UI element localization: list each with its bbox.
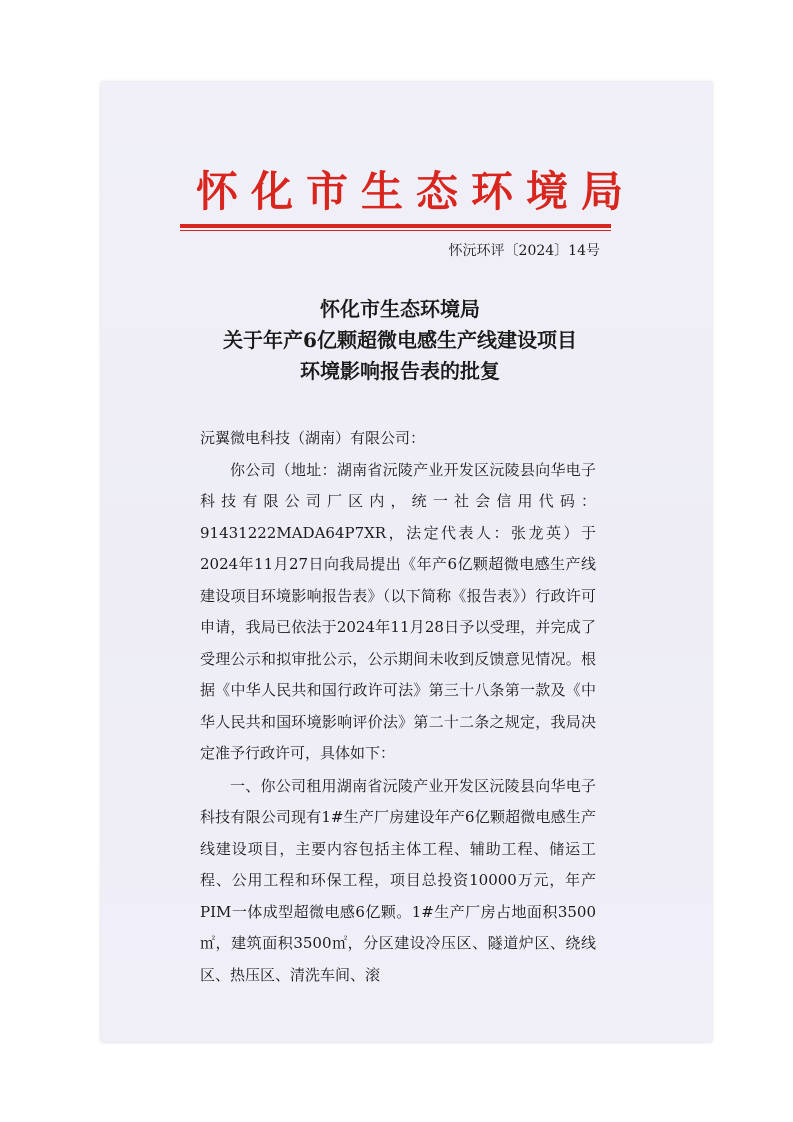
document-body <box>200 423 596 991</box>
header-red-rule-thick <box>180 224 611 228</box>
salutation: 沅翼微电科技（湖南）有限公司： <box>200 429 426 447</box>
paragraph-intro: 你公司（地址：湖南省沅陵产业开发区沅陵县向华电子科技有限公司厂区内，统一社会信用代码：91431222MADA64P7XR，法定代表人：张龙英）于2024年11月27日向我局提出《年产6亿颗超微电感生产线建设项目环境影响报告表》（以下简称《报告表》）行政许可申请，我局已依法于2024年11月28日予以受理，并完成了受理公示和拟审批公示，公示期间未收到反馈意见情况。根据《中华人民共和国行政许可法》第三十八条第一款及《中华人民共和国环境影响评价法》第二十二条之规定，我局决定准予行政许可，具体如下： <box>200 460 596 762</box>
document-number: 怀沅环评〔2024〕14号 <box>448 243 600 259</box>
header-red-rule-thin <box>180 230 611 231</box>
title-line-1: 怀化市生态环境局 <box>320 297 480 321</box>
title-line-3: 环境影响报告表的批复 <box>300 359 500 383</box>
issuing-authority-header: 怀化市生态环境局 <box>196 167 637 216</box>
title-line-2: 关于年产6亿颗超微电感生产线建设项目 <box>223 328 577 352</box>
paragraph-item-1: 一、你公司租用湖南省沅陵产业开发区沅陵县向华电子科技有限公司现有1#生产厂房建设年产6亿颗超微电感生产线建设项目，主要内容包括主体工程、辅助工程、储运工程、公用工程和环保工程，项目总投资10000万元，年产PIM一体成型超微电感6亿颗。1#生产厂房占地面积3500㎡，建筑面积3500㎡，分区建设冷压区、隧道炉区、绕线区、热压区、清洗车间、滚 <box>200 776 596 984</box>
document-title <box>190 294 610 387</box>
